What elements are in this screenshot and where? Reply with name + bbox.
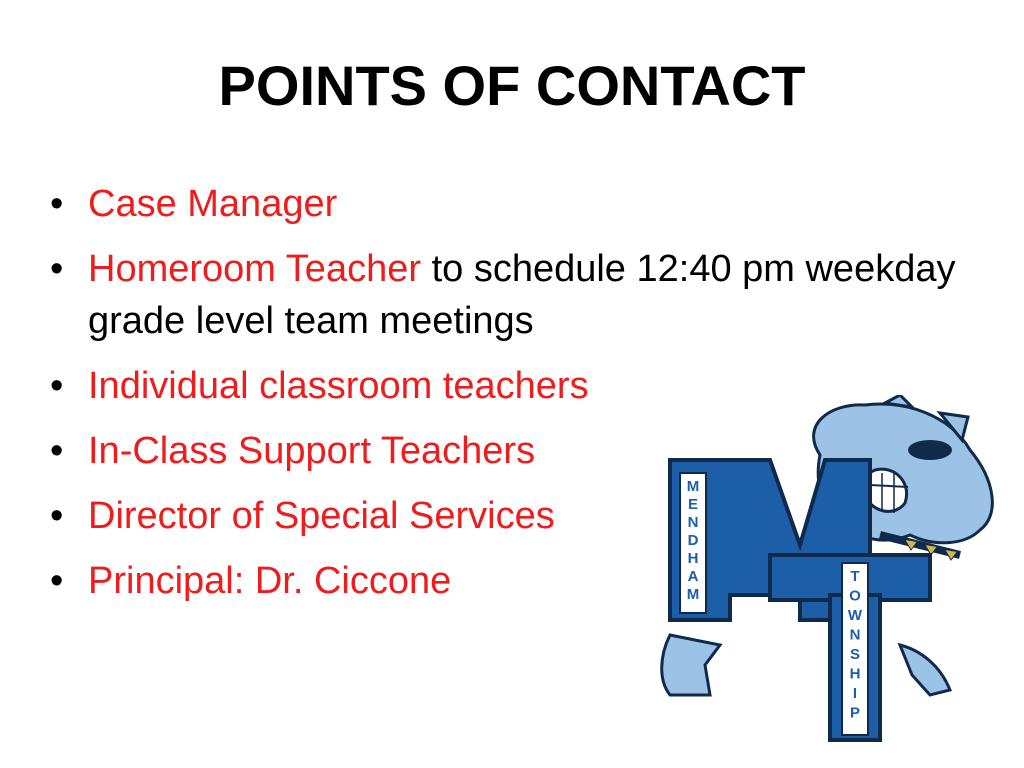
contact-label: Case Manager [88,183,338,225]
logo-letter: I [852,685,858,702]
bullet-icon: • [50,183,64,225]
slide-title: POINTS OF CONTACT [218,54,806,117]
logo-letter: O [849,587,861,605]
contact-label: Homeroom Teacher [88,248,422,290]
logo-letter: H [849,665,861,683]
logo-letter: D [687,532,699,549]
logo-letter: E [687,496,699,513]
logo-letter: S [849,646,861,663]
contact-label: Individual classroom teachers [88,365,589,407]
logo-letter: A [687,568,699,585]
bullet-icon: • [50,560,64,602]
logo-letter: T [850,568,860,585]
bullet-icon: • [50,430,64,472]
contact-label: Principal: Dr. Ciccone [88,560,452,602]
contact-label: Director of Special Services [88,495,555,537]
logo-letter: M [686,586,700,603]
mendham-township-bulldog-logo [650,395,1010,745]
logo-letter: W [847,607,863,624]
logo-letter: N [849,626,861,644]
bullet-icon: • [50,248,64,290]
bullet-icon: • [50,365,64,407]
logo-letter: P [849,704,861,722]
logo-letter: M [686,478,700,495]
list-item [50,243,970,347]
logo-letter: N [687,514,699,531]
contact-detail: to schedule 12:40 pm weekday grade level team meetings [88,248,956,342]
contact-label: In-Class Support Teachers [88,430,536,472]
list-item [50,178,970,230]
mendham-lettering [687,478,700,603]
logo-letter: H [687,550,699,567]
bullet-icon: • [50,495,64,537]
